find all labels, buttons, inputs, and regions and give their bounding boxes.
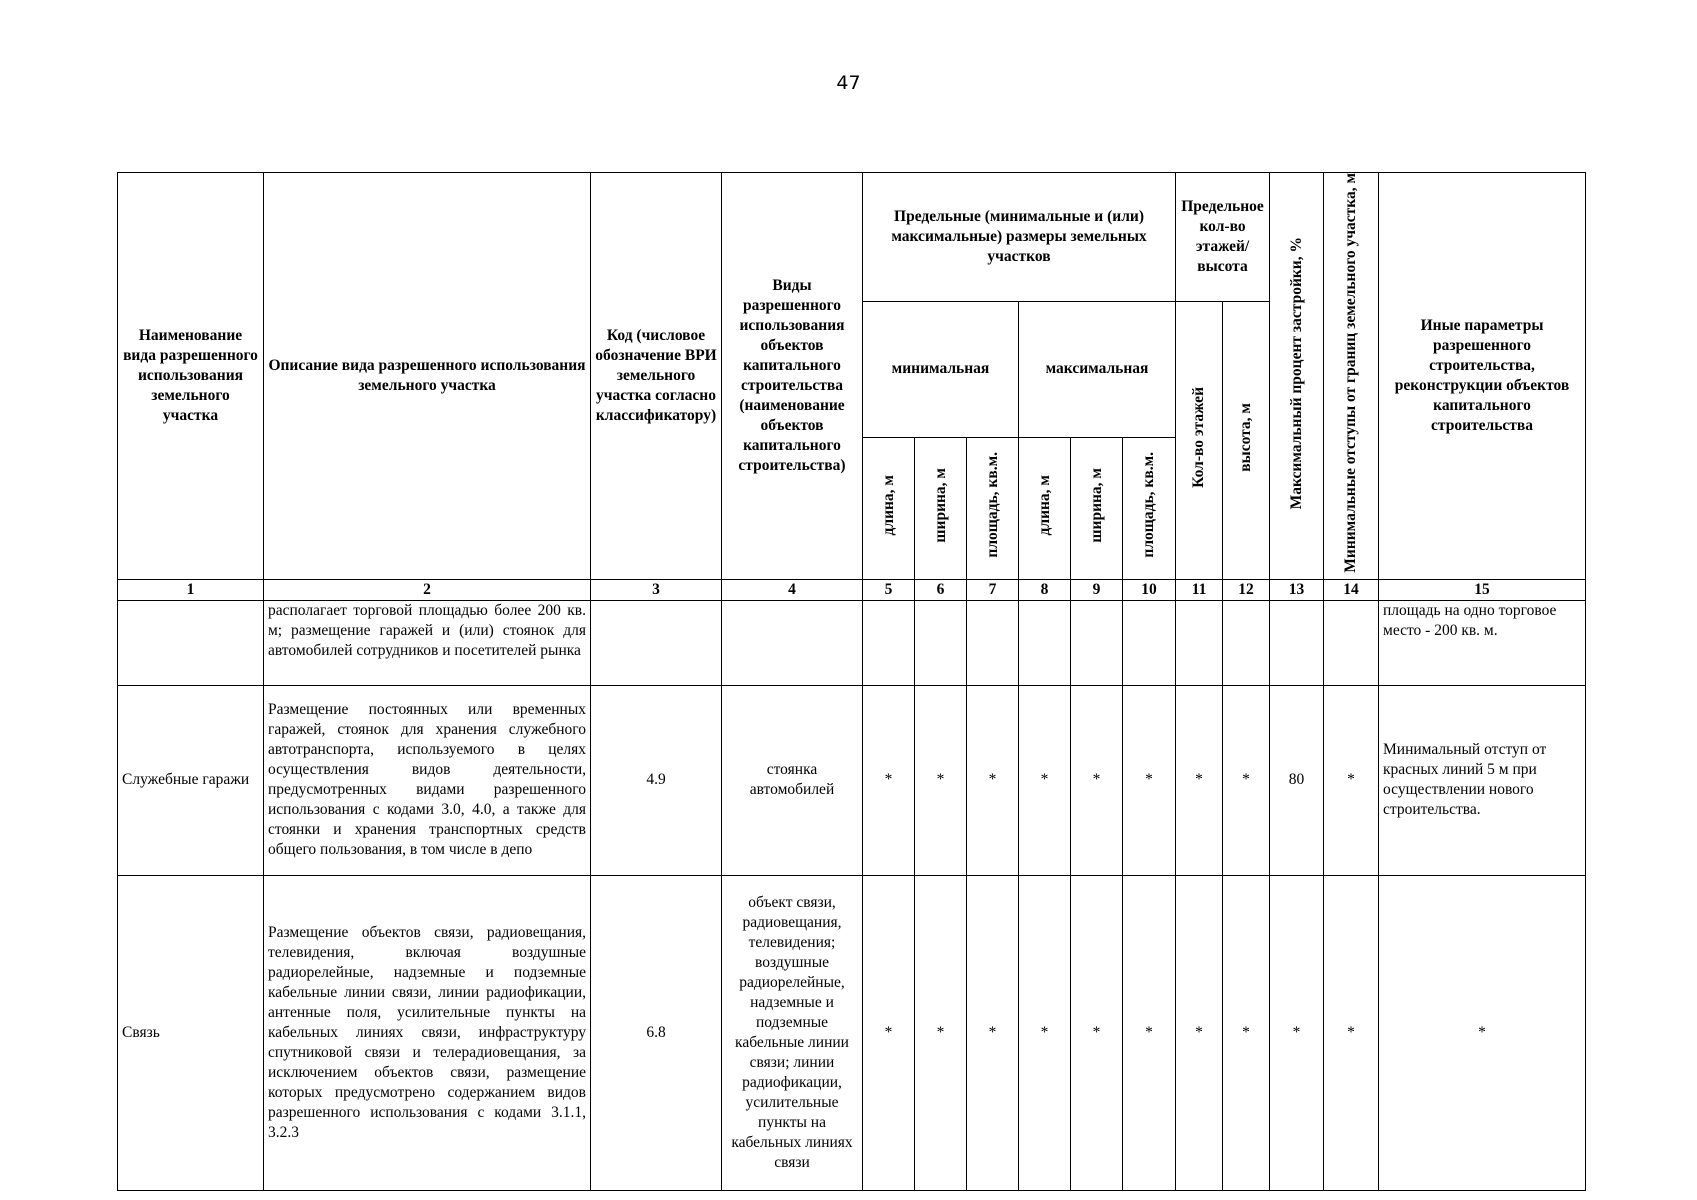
cell-min-width: [915, 600, 967, 685]
header-max-area-label: площадь, кв.м.: [1140, 452, 1157, 559]
cell-name: [118, 600, 264, 685]
cell-code: 4.9: [591, 685, 722, 875]
cell-floor-count: [1176, 600, 1223, 685]
header-row-1: [118, 173, 1586, 302]
header-height-label: высота, м: [1237, 402, 1255, 472]
column-number: 12: [1223, 579, 1270, 600]
cell-min-setbacks: *: [1324, 685, 1379, 875]
cell-other-params: *: [1379, 875, 1586, 1190]
header-height: [1223, 302, 1270, 580]
header-min-area: [967, 437, 1019, 579]
cell-max-area: *: [1123, 875, 1176, 1190]
cell-height: *: [1223, 685, 1270, 875]
column-number: 11: [1176, 579, 1223, 600]
cell-floor-count: *: [1176, 685, 1223, 875]
cell-max-width: [1071, 600, 1123, 685]
header-objects: Виды разрешенного использования объектов капитального строительства (наименование объектов капитального строительства): [722, 173, 863, 580]
header-max-width-label: ширина, м: [1087, 467, 1105, 543]
cell-description: Размещение постоянных или временных гаражей, стоянок для хранения служебного автотранспорта, используемого в целях осуществления видов деятельности, предусмотренных видами разрешенного использования с кодами 3.0, 4.0, а также для стоянки и хранения транспортных средств общего пользования, в том числе в депо: [264, 685, 591, 875]
cell-min-setbacks: *: [1324, 875, 1379, 1190]
header-max-building-percent: [1270, 173, 1324, 580]
column-number: 8: [1019, 579, 1071, 600]
cell-min-setbacks: [1324, 600, 1379, 685]
header-floors-height: Предельное кол-во этажей/ высота: [1176, 173, 1270, 302]
header-max-area: [1123, 437, 1176, 579]
cell-code: [591, 600, 722, 685]
cell-other-params: Минимальный отступ от красных линий 5 м при осуществлении нового строительства.: [1379, 685, 1586, 875]
column-number: 9: [1071, 579, 1123, 600]
cell-floor-count: *: [1176, 875, 1223, 1190]
column-number: 13: [1270, 579, 1324, 600]
column-number: 4: [722, 579, 863, 600]
cell-height: *: [1223, 875, 1270, 1190]
header-max-length-label: длина, м: [1035, 475, 1053, 536]
land-use-regulations-table: [117, 172, 1586, 1191]
table-row: [118, 600, 1586, 685]
header-min-setbacks-label: Минимальные отступы от границ земельного участка, м: [1342, 173, 1360, 573]
table-row: [118, 875, 1586, 1190]
cell-description: располагает торговой площадью более 200 кв. м; размещение гаражей и (или) стоянок для автомобилей сотрудников и посетителей рынка: [264, 600, 591, 685]
cell-max-area: [1123, 600, 1176, 685]
cell-max-length: *: [1019, 685, 1071, 875]
header-max-building-percent-label: Максимальный процент застройки, %: [1287, 236, 1305, 510]
header-min-length-label: длина, м: [879, 475, 897, 536]
header-min-width-label: ширина, м: [931, 467, 949, 543]
column-number: 14: [1324, 579, 1379, 600]
header-min-setbacks: [1324, 173, 1379, 580]
cell-max-length: *: [1019, 875, 1071, 1190]
header-code: Код (числовое обозначение ВРИ земельного участка согласно классификатору): [591, 173, 722, 580]
header-min-width: [915, 437, 967, 579]
cell-objects: стоянка автомобилей: [722, 685, 863, 875]
cell-description: Размещение объектов связи, радиовещания, телевидения, включая воздушные радиорелейные, надземные и подземные кабельные линии связи, линии радиофикации, антенные поля, усилительные пункты на кабельных линиях связи, инфраструктуру спутниковой связи и телерадиовещания, за исключением объектов связи, размещение которых предусмотрено содержанием видов разрешенного использования с кодами 3.1.1, 3.2.3: [264, 875, 591, 1190]
page-number: 47: [836, 72, 861, 94]
cell-name: Служебные гаражи: [118, 685, 264, 875]
column-number: 15: [1379, 579, 1586, 600]
column-number: 5: [863, 579, 915, 600]
cell-min-width: *: [915, 685, 967, 875]
header-other-params: Иные параметры разрешенного строительства, реконструкции объектов капитального строительства: [1379, 173, 1586, 580]
header-floor-count-label: Кол-во этажей: [1190, 386, 1208, 488]
header-min-length: [863, 437, 915, 579]
column-number: 2: [264, 579, 591, 600]
header-maximum: максимальная: [1019, 302, 1176, 438]
header-minimum: минимальная: [863, 302, 1019, 438]
cell-objects: объект связи, радиовещания, телевидения; воздушные радиорелейные, надземные и подземные кабельные линии связи; линии радиофикации, усилительные пункты на кабельных линиях связи: [722, 875, 863, 1190]
cell-max-area: *: [1123, 685, 1176, 875]
header-max-width: [1071, 437, 1123, 579]
header-name: Наименование вида разрешенного использования земельного участка: [118, 173, 264, 580]
column-number: 10: [1123, 579, 1176, 600]
cell-max-building-percent: 80: [1270, 685, 1324, 875]
column-number: 1: [118, 579, 264, 600]
header-floor-count: [1176, 302, 1223, 580]
cell-max-width: *: [1071, 875, 1123, 1190]
cell-min-area: [967, 600, 1019, 685]
cell-max-width: *: [1071, 685, 1123, 875]
header-min-area-label: площадь, кв.м.: [983, 452, 1001, 559]
table-row: [118, 685, 1586, 875]
cell-other-params: площадь на одно торговое место - 200 кв. м.: [1379, 600, 1586, 685]
header-max-length: [1019, 437, 1071, 579]
cell-min-length: *: [863, 875, 915, 1190]
cell-max-building-percent: [1270, 600, 1324, 685]
column-number: 7: [967, 579, 1019, 600]
column-number: 6: [915, 579, 967, 600]
cell-min-width: *: [915, 875, 967, 1190]
column-number-row: [118, 579, 1586, 600]
cell-code: 6.8: [591, 875, 722, 1190]
cell-height: [1223, 600, 1270, 685]
cell-max-building-percent: *: [1270, 875, 1324, 1190]
cell-objects: [722, 600, 863, 685]
cell-min-length: [863, 600, 915, 685]
cell-min-area: *: [967, 875, 1019, 1190]
cell-name: Связь: [118, 875, 264, 1190]
header-plot-sizes: Предельные (минимальные и (или) максимальные) размеры земельных участков: [863, 173, 1176, 302]
cell-min-length: *: [863, 685, 915, 875]
cell-min-area: *: [967, 685, 1019, 875]
column-number: 3: [591, 579, 722, 600]
header-description: Описание вида разрешенного использования земельного участка: [264, 173, 591, 580]
cell-max-length: [1019, 600, 1071, 685]
